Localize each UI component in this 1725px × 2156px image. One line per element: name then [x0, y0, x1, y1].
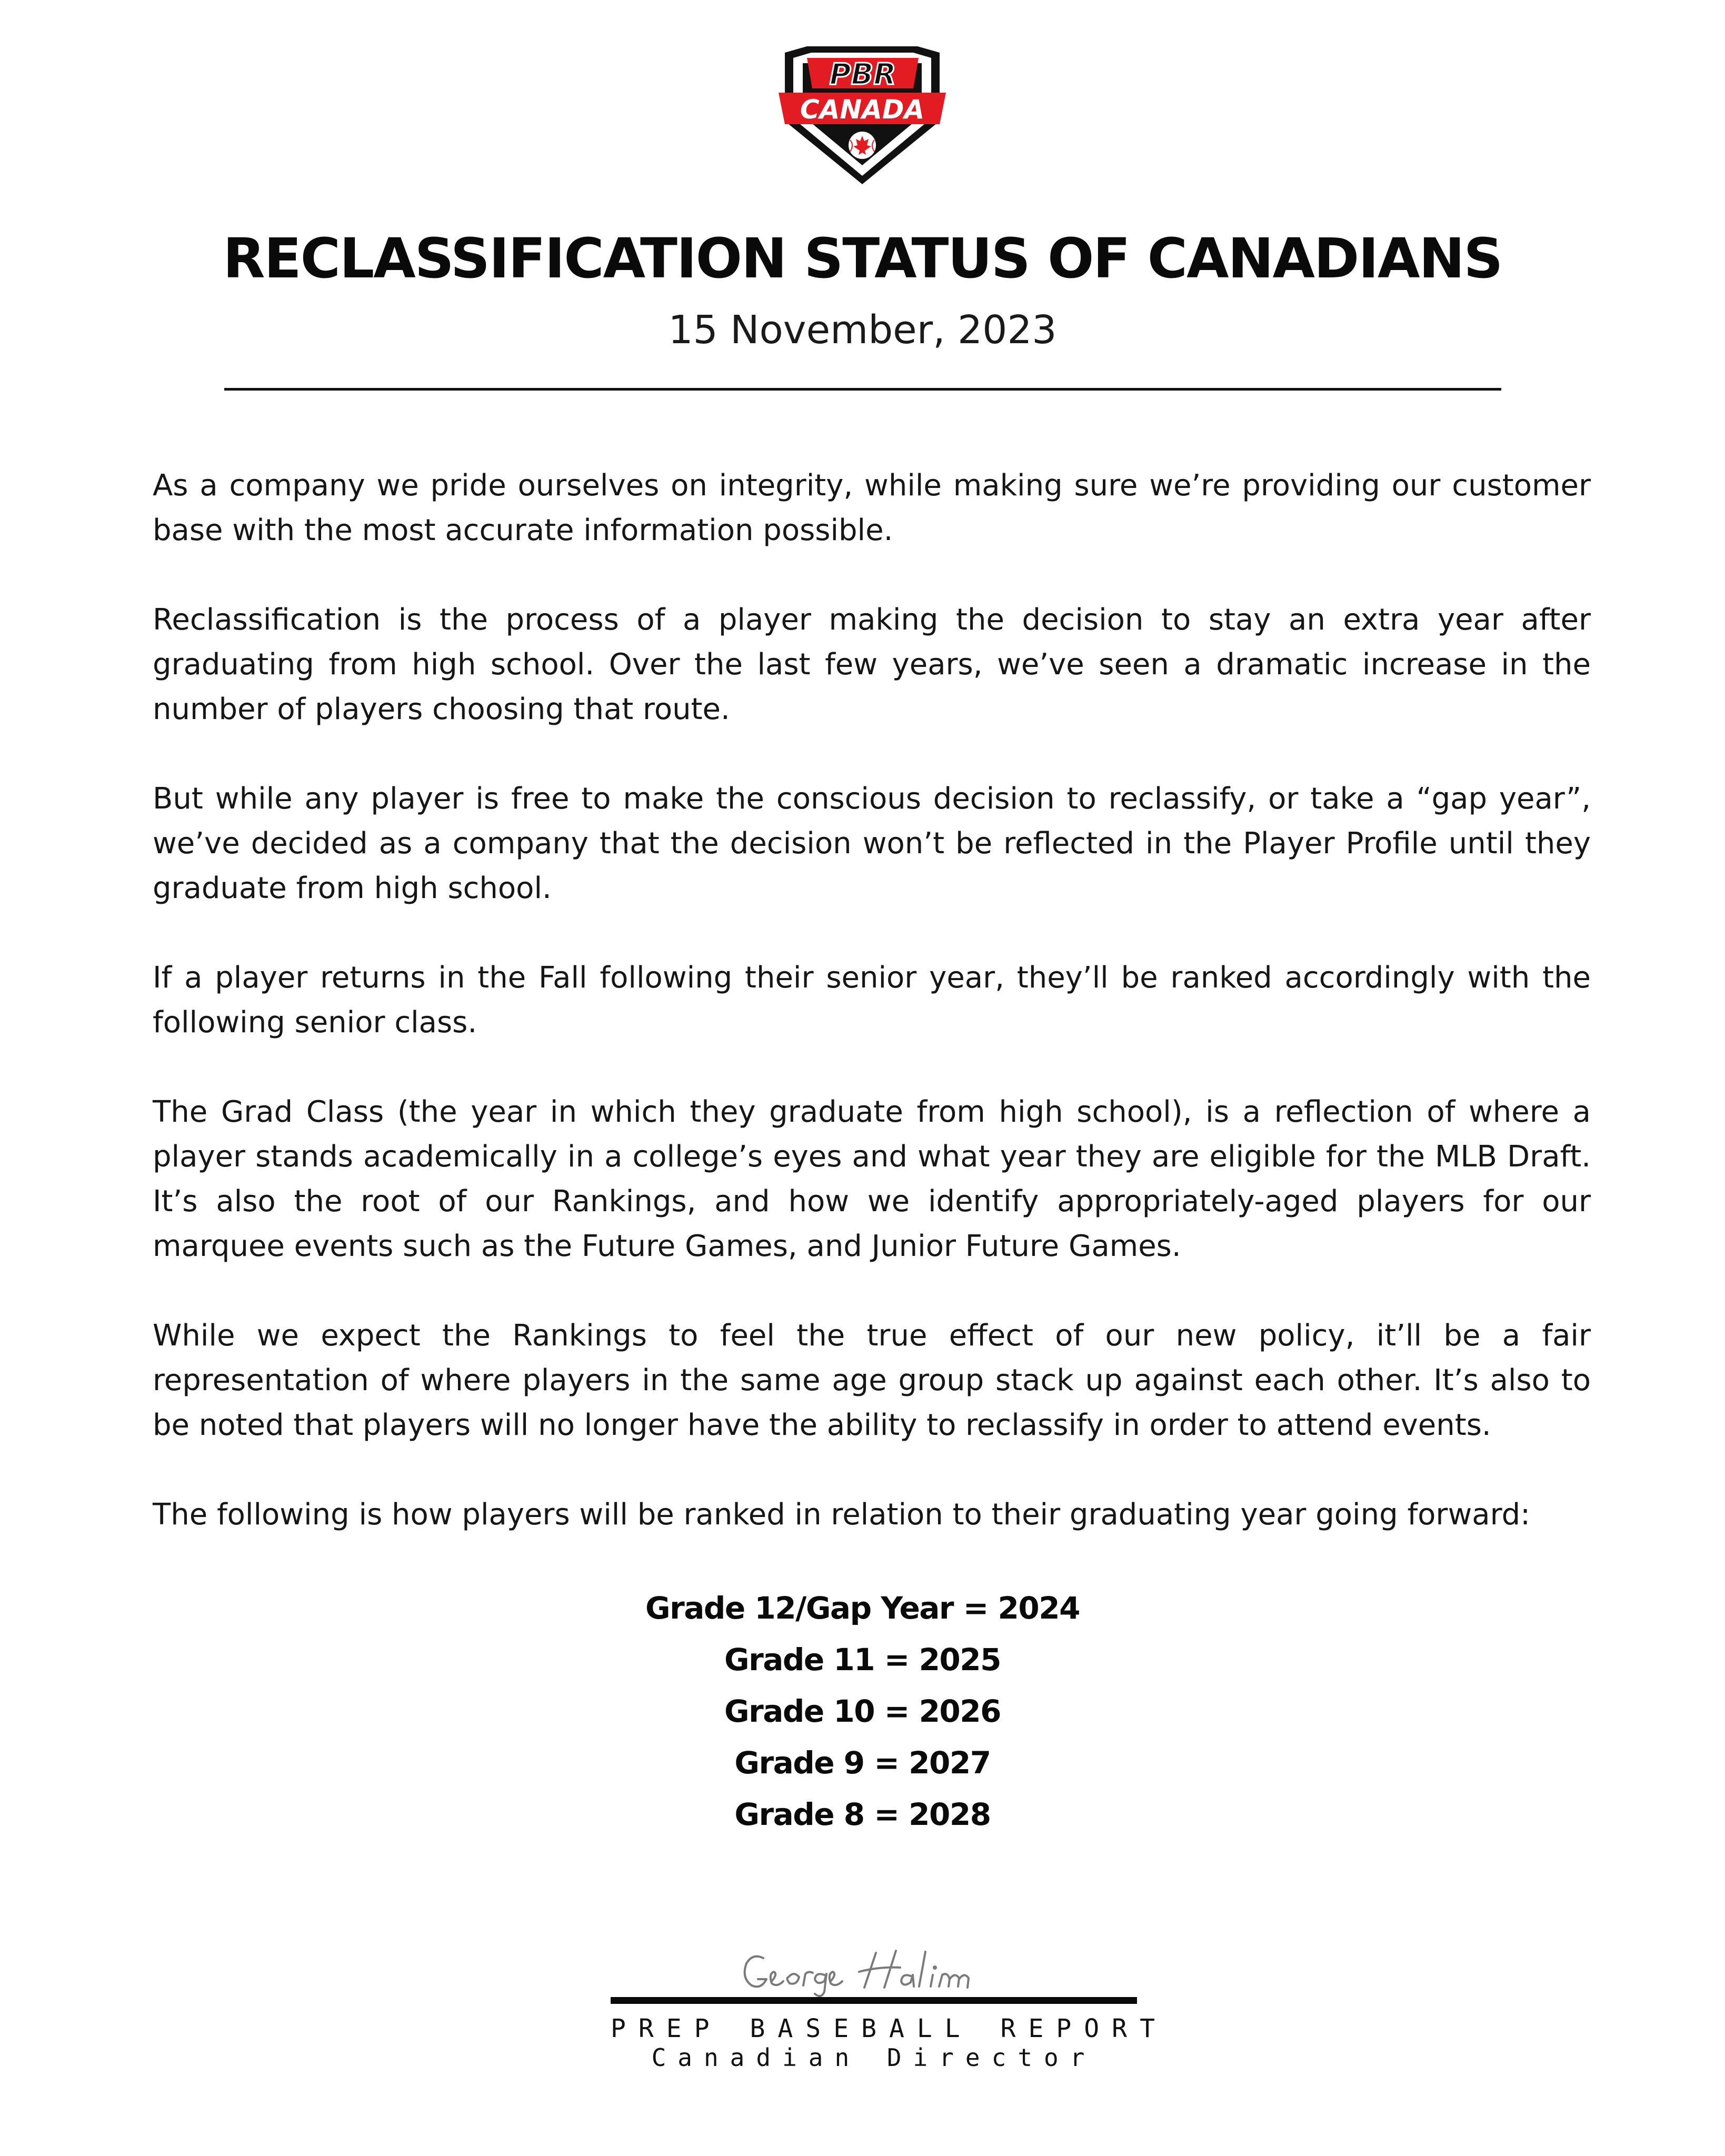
paragraph: While we expect the Rankings to feel the true effect of our new policy, it’ll be a fair representation of where players in the same age group stack up against each other. It’s also to be noted that players will no longer have the ability to reclassify in order to attend events. [153, 1319, 1591, 1442]
page-title: RECLASSIFICATION STATUS OF CANADIANS [223, 226, 1502, 291]
logo-bottom-text: CANADA [800, 94, 925, 125]
grade-item: Grade 12/Gap Year = 2024 [645, 1590, 1080, 1626]
paragraph: The following is how players will be ranked in relation to their graduating year going forward: [153, 1498, 1531, 1532]
grade-item: Grade 8 = 2028 [734, 1796, 991, 1832]
handwritten-signature [726, 1937, 1000, 2000]
logo-top-text: PBR [829, 57, 896, 92]
signature-line [611, 1997, 1137, 2004]
organization-name: PREP BASEBALL REPORT [611, 2014, 1168, 2043]
grade-item: Grade 11 = 2025 [724, 1642, 1001, 1678]
title-divider [224, 388, 1501, 391]
document-date: 15 November, 2023 [668, 307, 1057, 353]
grade-item: Grade 10 = 2026 [724, 1693, 1001, 1729]
paragraph: As a company we pride ourselves on integrity, while making sure we’re providing our customer base with the most accurate information possible. [153, 468, 1591, 547]
paragraph: But while any player is free to make the conscious decision to reclassify, or take a “gap year”, we’ve decided as a company that the decision won’t be reflected in the Player Profile until they graduate from high school. [153, 782, 1591, 905]
paragraph: The Grad Class (the year in which they graduate from high school), is a reflection of where a player stands academically in a college’s eyes and what year they are eligible for the MLB Draft. It’s also the root of our Rankings, and how we identify appropriately-aged players for our marquee events such as the Future Games, and Junior Future Games. [153, 1095, 1591, 1263]
document-body [153, 463, 1591, 1582]
signer-role: Canadian Director [651, 2043, 1096, 2072]
paragraph: If a player returns in the Fall following their senior year, they’ll be ranked accordingly with the following senior class. [153, 961, 1591, 1040]
paragraph: Reclassification is the process of a player making the decision to stay an extra year after graduating from high school. Over the last few years, we’ve seen a dramatic increase in the number of players choosing that route. [153, 603, 1591, 726]
grade-year-list [0, 1582, 1725, 1840]
grade-item: Grade 9 = 2027 [734, 1745, 991, 1781]
pbr-canada-logo [775, 42, 949, 189]
